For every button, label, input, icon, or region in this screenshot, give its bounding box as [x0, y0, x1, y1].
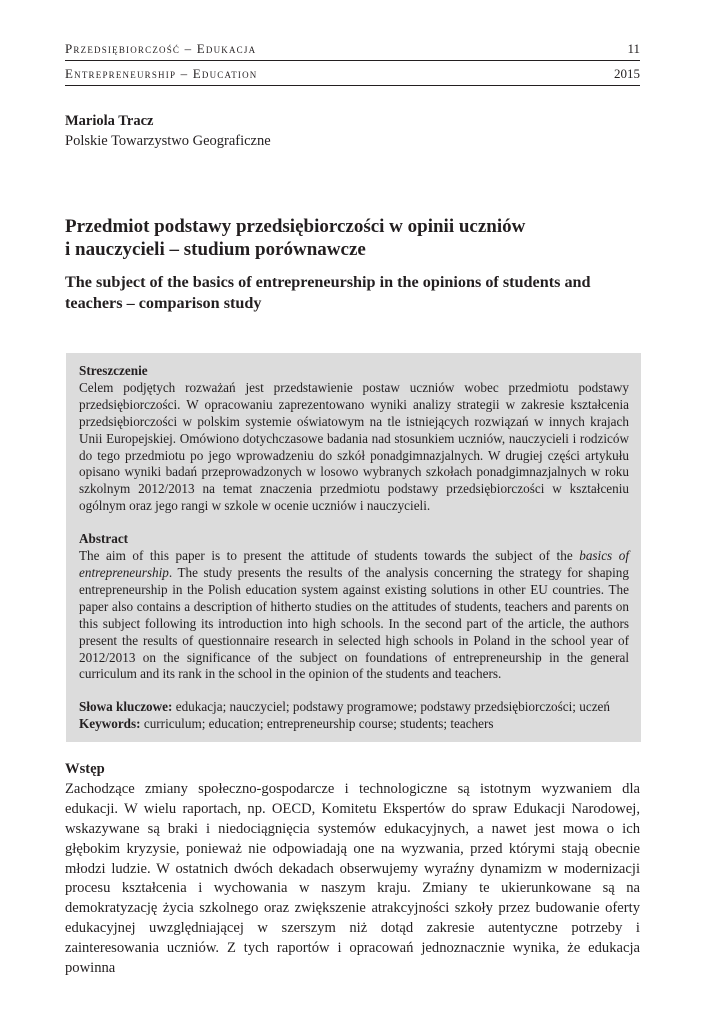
journal-title-en: Entrepreneurship – Education [65, 66, 258, 81]
article-title-pl [65, 215, 645, 261]
intro-heading: Wstęp [65, 761, 105, 777]
keywords-en-label: Keywords: [79, 716, 141, 732]
author-affiliation: Polskie Towarzystwo Geograficzne [65, 133, 271, 149]
article-title-en: The subject of the basics of entrepreneurship in the opinions of students and teachers – comparison study [65, 273, 591, 312]
abstract-text-part: The aim of this paper is to present the attitude of students towards the subject of the [79, 548, 580, 564]
author-block [65, 111, 271, 151]
introduction-section [65, 760, 640, 979]
keywords-pl [79, 699, 629, 716]
intro-text: Zachodzące zmiany społeczno-gospodarcze i technologiczne są istotnym wyzwaniem dla edukacji. W wielu raportach, np. OECD, Komitetu Ekspertów do spraw Edukacji Narodowej, wskazywane są braki i niedociągnięcia systemów edukacyjnych, a nawet jest mowa o ich głębokim kryzysie, ponieważ nie odpowiadają one na wyzwania, przed którymi stają obecnie młodzi ludzie. W ostatnich dwóch dekadach obserwujemy wyraźny dynamizm w modernizacji procesu kształcenia i wychowania w naszym kraju. Zmiany te ukierunkowane są na demokratyzację życia szkolnego oraz zwiększenie atrakcyjności szkoły przez budowanie oferty edukacyjnej uwzględniającej w szerszym niż dotąd zakresie autentyczne potrzeby i zainteresowania uczniów. Z tych raportów i opracowań jednoznacznie wynika, że edukacja powinna [65, 780, 640, 977]
header-rule [65, 85, 640, 86]
abstract-text-part: . The study presents the results of the analysis concerning the strategy for shaping entrepreneurship in the Polish education system against existing solutions in other EU countries. The paper also contains a description of hitherto studies on the attitudes of students, teachers and parents on this subject following its introduction into high schools. In the second part of the article, the authors present the results of questionnaire research in selected high schools in Poland in the school year of 2012/2013 on the significance of the subject on foundations of entrepreneurship in the general curriculum and its rank in the school in the opinion of the students and teachers. [79, 564, 629, 682]
keywords-en [79, 716, 629, 733]
issue-year: 2015 [614, 66, 640, 81]
issue-number: 11 [627, 41, 640, 56]
running-header-pl [65, 41, 640, 57]
keywords-en-values: curriculum; education; entrepreneurship course; students; teachers [140, 716, 494, 732]
streszczenie-heading: Streszczenie [79, 363, 148, 378]
title-pl-line2: i nauczycieli – studium porównawcze [65, 239, 366, 260]
keywords-pl-label: Słowa kluczowe: [79, 699, 173, 715]
abstract-box [66, 353, 641, 742]
author-name: Mariola Tracz [65, 113, 154, 129]
abstract-text-italic: basics of entrepreneurship [79, 548, 629, 580]
title-pl-line1: Przedmiot podstawy przedsiębiorczości w opinii uczniów [65, 216, 526, 237]
streszczenie-text: Celem podjętych rozważań jest przedstawienie postaw uczniów wobec przedmiotu podstawy przedsiębiorczości. W opracowaniu zaprezentowano wyniki analizy strategii w zakresie kształcenia przedsiębiorczości w polskim systemie oświatowym na tle istniejących rozwiązań w innych krajach Unii Europejskiej. Omówiono dotychczasowe badania nad stosunkiem uczniów, nauczycieli i rodziców do tego przedmiotu po jego wprowadzeniu do szkół ponadgimnazjalnych. W drugiej części artykułu opisano wyniki badań przeprowadzonych w losowo wybranych szkołach ponadgimnazjalnych w roku szkolnym 2012/2013 na temat znaczenia przedmiotu podstawy przedsiębiorczości w kształceniu ogólnym oraz jego rangi w szkole w ocenie uczniów i nauczycieli. [79, 379, 629, 514]
header-rule [65, 60, 640, 61]
keywords-pl-values: edukacja; nauczyciel; podstawy programowe; podstawy przedsiębiorczości; uczeń [172, 699, 611, 715]
abstract-text [79, 548, 629, 683]
journal-title-pl: Przedsiębiorczość – Edukacja [65, 41, 257, 56]
abstract-heading: Abstract [79, 531, 129, 547]
running-header-en [65, 66, 640, 82]
